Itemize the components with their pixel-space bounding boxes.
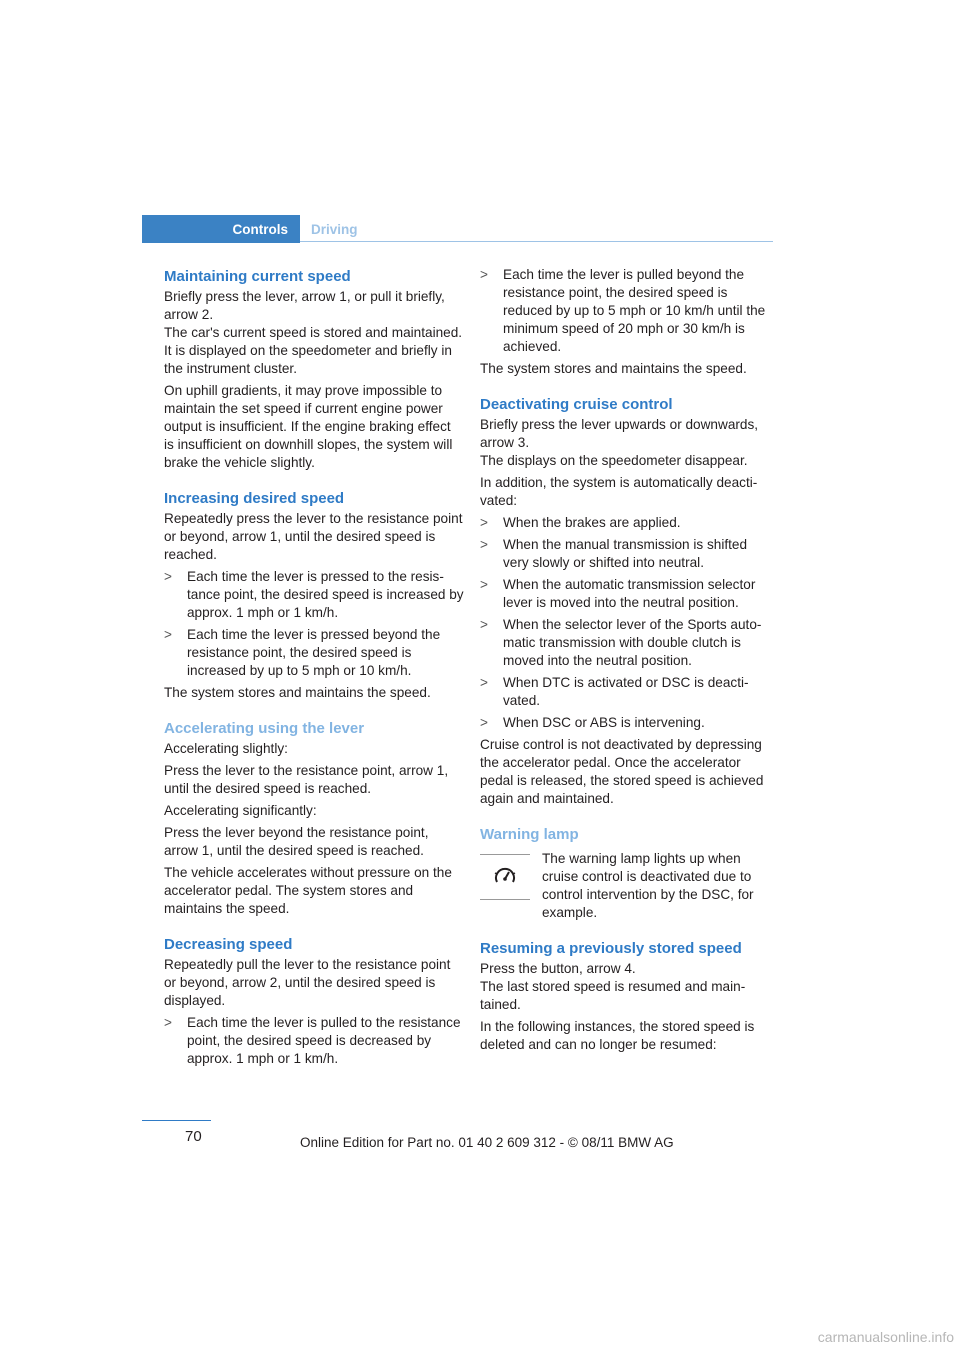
list-item <box>480 266 773 356</box>
heading-accelerating-lever: Accelerating using the lever <box>164 720 365 737</box>
list-item-text: Each time the lever is pulled to the resistance point, the desired speed is decreased by approx. 1 mph or 1 km/h. <box>187 1015 461 1066</box>
list-item-text: Each time the lever is pulled beyond the resistance point, the desired speed is reduced by up to 5 mph or 10 km/h until the minimum speed of 20 mph or 30 km/h is achieved. <box>503 267 766 354</box>
list-item <box>480 714 773 732</box>
heading-maintaining-speed: Maintaining current speed <box>164 268 351 285</box>
paragraph: The system stores and maintains the speed. <box>480 361 747 376</box>
paragraph: Cruise control is not deactivated by depressing the accelerator pedal. Once the accelerator pedal is released, the stored speed is achieved again and maintained. <box>480 737 764 806</box>
bullet-marker: > <box>480 617 488 632</box>
footer-divider <box>142 1120 211 1121</box>
list-item-text: When the manual transmission is shifted very slowly or shifted into neutral. <box>503 537 748 570</box>
paragraph: The last stored speed is resumed and maintained. <box>480 979 746 1012</box>
paragraph: In addition, the system is automatically deactivated: <box>480 475 758 508</box>
list-item <box>164 568 464 622</box>
heading-deactivating-cruise: Deactivating cruise control <box>480 396 673 413</box>
list-item <box>480 616 773 670</box>
bullet-marker: > <box>480 715 488 730</box>
paragraph: Repeatedly press the lever to the resistance point or beyond, arrow 1, until the desired speed is reached. <box>164 511 463 562</box>
list-item <box>480 514 773 532</box>
speedometer-warning-icon <box>493 864 517 888</box>
bullet-marker: > <box>480 537 488 552</box>
bullet-marker: > <box>164 627 172 642</box>
page-number: 70 <box>185 1128 202 1145</box>
bullet-marker: > <box>164 569 172 584</box>
paragraph: Press the button, arrow 4. <box>480 961 636 976</box>
heading-resuming-speed: Resuming a previously stored speed <box>480 940 742 957</box>
warning-lamp-block <box>480 850 773 922</box>
paragraph: The system stores and maintains the speed. <box>164 685 431 700</box>
list-item-text: When DTC is activated or DSC is deactivated. <box>503 675 749 708</box>
section-tab-driving[interactable]: Driving <box>311 222 358 237</box>
cruise-warning-lamp-icon <box>480 854 530 900</box>
paragraph: In the following instances, the stored speed is deleted and can no longer be resumed: <box>480 1019 755 1052</box>
paragraph: Press the lever to the resistance point, arrow 1, until the desired speed is reached. <box>164 763 449 796</box>
paragraph: Accelerating significantly: <box>164 803 317 818</box>
list-item-text: Each time the lever is pressed beyond the resistance point, the desired speed is increased by up to 5 mph or 10 km/h. <box>187 627 441 678</box>
paragraph: Briefly press the lever upwards or downwards, arrow 3. <box>480 417 759 450</box>
list-item-text: When the automatic transmission selector lever is moved into the neutral position. <box>503 577 756 610</box>
list-item-text: Each time the lever is pressed to the resistance point, the desired speed is increased by approx. 1 mph or 1 km/h. <box>187 569 464 620</box>
paragraph: Accelerating slightly: <box>164 741 288 756</box>
list-item <box>480 576 773 612</box>
list-item <box>164 626 464 680</box>
bullet-marker: > <box>480 515 488 530</box>
list-item <box>164 1014 464 1068</box>
left-column <box>164 266 464 1068</box>
warning-lamp-text: The warning lamp lights up when cruise control is deactivated due to control intervention by the DSC, for example. <box>542 851 754 920</box>
right-column <box>480 266 773 1054</box>
list-item-text: When the selector lever of the Sports automatic transmission with double clutch is moved into the neutral position. <box>503 617 762 668</box>
list-item-text: When DSC or ABS is intervening. <box>503 715 705 730</box>
paragraph: Briefly press the lever, arrow 1, or pull it briefly, arrow 2. <box>164 289 445 322</box>
footer-edition: Online Edition for Part no. 01 40 2 609 312 - © 08/11 BMW AG <box>300 1135 674 1150</box>
bullet-marker: > <box>164 1015 172 1030</box>
paragraph: On uphill gradients, it may prove impossible to maintain the set speed if current engine power output is insufficient. If the engine braking effect is insufficient on downhill slopes, the system will brake the vehicle slightly. <box>164 383 453 470</box>
watermark[interactable]: carmanualsonline.info <box>817 1329 954 1345</box>
bullet-marker: > <box>480 267 488 282</box>
heading-warning-lamp: Warning lamp <box>480 826 579 843</box>
heading-decreasing-speed: Decreasing speed <box>164 936 293 953</box>
paragraph: The displays on the speedometer disappear. <box>480 453 748 468</box>
paragraph: The vehicle accelerates without pressure on the accelerator pedal. The system stores and maintains the speed. <box>164 865 452 916</box>
bullet-marker: > <box>480 675 488 690</box>
list-item <box>480 674 773 710</box>
list-item <box>480 536 773 572</box>
paragraph: Repeatedly pull the lever to the resistance point or beyond, arrow 2, until the desired speed is displayed. <box>164 957 451 1008</box>
list-item-text: When the brakes are applied. <box>503 515 681 530</box>
heading-increasing-speed: Increasing desired speed <box>164 490 345 507</box>
header-divider <box>300 241 773 242</box>
paragraph: The car's current speed is stored and maintained. It is displayed on the speedometer and briefly in the instrument cluster. <box>164 325 463 376</box>
bullet-marker: > <box>480 577 488 592</box>
paragraph: Press the lever beyond the resistance point, arrow 1, until the desired speed is reached. <box>164 825 429 858</box>
section-tab-controls[interactable]: Controls <box>232 222 288 237</box>
